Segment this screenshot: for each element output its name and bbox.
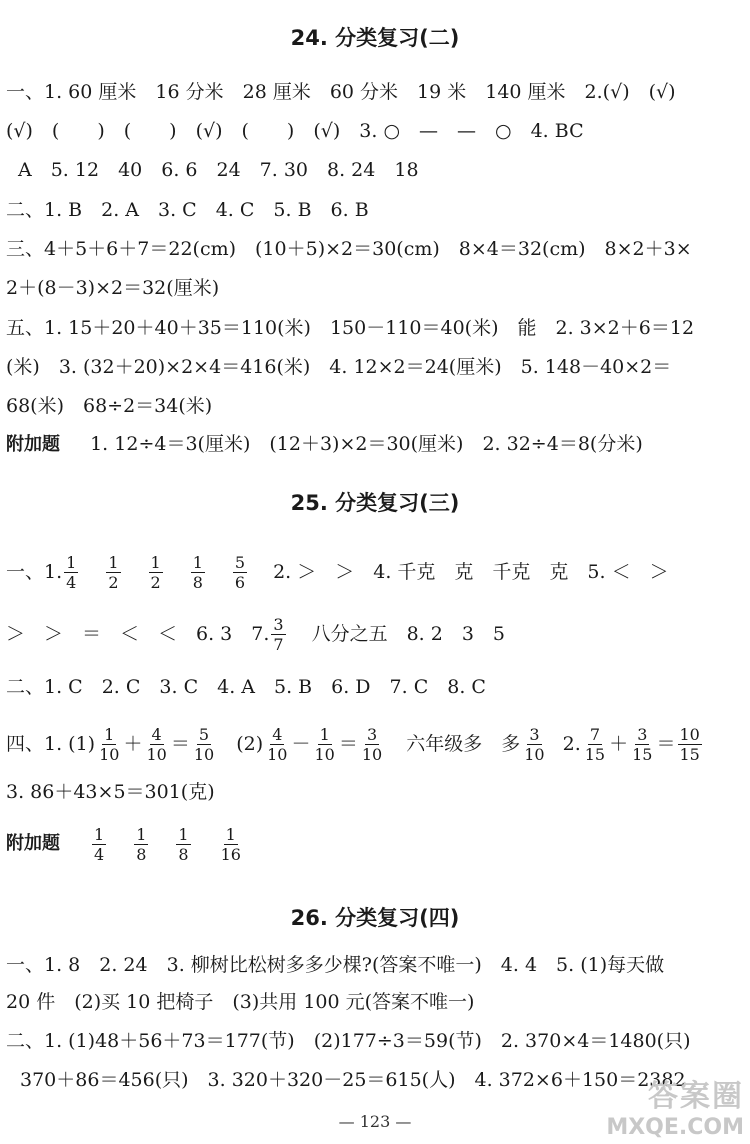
fraction: $\frac{1}{4}$: [94, 824, 105, 864]
watermark-logo: 答案圈 MXQE.COM: [606, 1079, 744, 1140]
s24-line-9: 68(米) 68÷2＝34(米): [6, 395, 213, 417]
fraction: $\frac{1}{16}$: [220, 824, 241, 864]
section-24-title: 24. 分类复习(二): [290, 26, 460, 50]
fraction: $\frac{1}{10}$: [314, 724, 335, 764]
fraction: $\frac{7}{15}$: [584, 724, 606, 764]
fraction: $\frac{1}{10}$: [99, 724, 120, 764]
fraction: $\frac{1}{8}$: [136, 824, 147, 864]
s24-line-7: 五、1. 15＋20＋40＋35＝110(米) 150－110＝40(米) 能 2. 3×2＋6＝12: [6, 317, 695, 339]
s24-line-2: (√) ( ) ( ) (√) ( ) (√) 3. ○ — — ○ 4. BC: [6, 120, 584, 142]
fraction: $\frac{1}{8}$: [192, 552, 203, 592]
s25-l4-text: 六年级多 多: [406, 733, 521, 755]
fraction: $\frac{1}{2}$: [150, 552, 161, 592]
s26-line-2: 20 件 (2)买 10 把椅子 (3)共用 100 元(答案不唯一): [6, 991, 475, 1013]
section-26-title: 26. 分类复习(四): [290, 906, 460, 930]
fraction: $\frac{3}{15}$: [632, 724, 653, 764]
fraction: $\frac{1}{2}$: [108, 552, 119, 592]
fraction: $\frac{3}{10}$: [524, 724, 545, 764]
s25-l1-prefix: 一、1.: [6, 561, 63, 583]
page-number: — 123 —: [338, 1112, 412, 1131]
s24-extra-label: 附加题: [6, 434, 60, 455]
s24-line-3: A 5. 12 40 6. 6 24 7. 30 8. 24 18: [18, 159, 419, 181]
plus-sign: ＋: [123, 733, 143, 755]
s25-line-2: [6, 610, 505, 658]
s24-line-5: 三、4＋5＋6＋7＝22(cm) (10＋5)×2＝30(cm) 8×4＝32(cm) 8×2＋3×: [6, 238, 692, 260]
s25-line-1: [6, 548, 669, 596]
s25-l4-prefix: 四、1. (1): [6, 733, 96, 755]
s24-line-8: (米) 3. (32＋20)×2×4＝416(米) 4. 12×2＝24(厘米) 5. 148－40×2＝: [6, 356, 672, 378]
fraction: $\frac{4}{10}$: [146, 724, 167, 764]
s25-line-3: 二、1. C 2. C 3. C 4. A 5. B 6. D 7. C 8. C: [6, 676, 486, 698]
s25-l2-prefix: ＞ ＞ ＝ ＜ ＜ 6. 3 7.: [6, 623, 270, 645]
s25-l4-mid: (2): [236, 733, 264, 755]
s25-l1-suffix: 2. ＞ ＞ 4. 千克 克 千克 克 5. ＜ ＞: [273, 561, 669, 583]
s25-line-5: 3. 86＋43×5＝301(克): [6, 781, 215, 803]
fraction: $\frac{5}{10}$: [193, 724, 215, 764]
equals-sign: ＝: [170, 733, 190, 755]
s26-line-4: 370＋86＝456(只) 3. 320＋320－25＝615(人) 4. 372×6＋150＝2382: [20, 1069, 686, 1091]
s25-line-4: [6, 720, 704, 768]
s26-line-3: 二、1. (1)48＋56＋73＝177(节) (2)177÷3＝59(节) 2. 370×4＝1480(只): [6, 1030, 691, 1052]
section-25-title: 25. 分类复习(三): [290, 491, 460, 515]
fraction: $\frac{3}{10}$: [361, 724, 383, 764]
s25-l4-item2: 2.: [562, 733, 581, 755]
plus-sign: ＋: [609, 733, 629, 755]
s24-line-4: 二、1. B 2. A 3. C 4. C 5. B 6. B: [6, 199, 369, 221]
s24-line-1: 一、1. 60 厘米 16 分米 28 厘米 60 分米 19 米 140 厘米 2.(√) (√): [6, 81, 676, 103]
equals-sign: ＝: [656, 733, 676, 755]
equals-sign: ＝: [338, 733, 358, 755]
s26-line-1: 一、1. 8 2. 24 3. 柳树比松树多多少棵?(答案不唯一) 4. 4 5. (1)每天做: [6, 954, 665, 976]
fraction: $\frac{3}{7}$: [273, 614, 284, 654]
fraction: $\frac{5}{6}$: [234, 552, 246, 592]
s25-l2-suffix: 八分之五 8. 2 3 5: [311, 623, 506, 645]
s24-extra-text: 1. 12÷4＝3(厘米) (12＋3)×2＝30(厘米) 2. 32÷4＝8(分米): [90, 433, 643, 455]
minus-sign: －: [291, 733, 311, 755]
fraction: $\frac{4}{10}$: [267, 724, 288, 764]
s24-extra: [6, 432, 643, 457]
s24-line-6: 2＋(8－3)×2＝32(厘米): [6, 277, 220, 299]
s25-extra-label: 附加题: [6, 833, 60, 854]
fraction: $\frac{1}{8}$: [178, 824, 189, 864]
fraction: $\frac{1}{4}$: [66, 552, 77, 592]
fraction: $\frac{10}{15}$: [679, 724, 700, 764]
s25-extra: [6, 820, 245, 868]
